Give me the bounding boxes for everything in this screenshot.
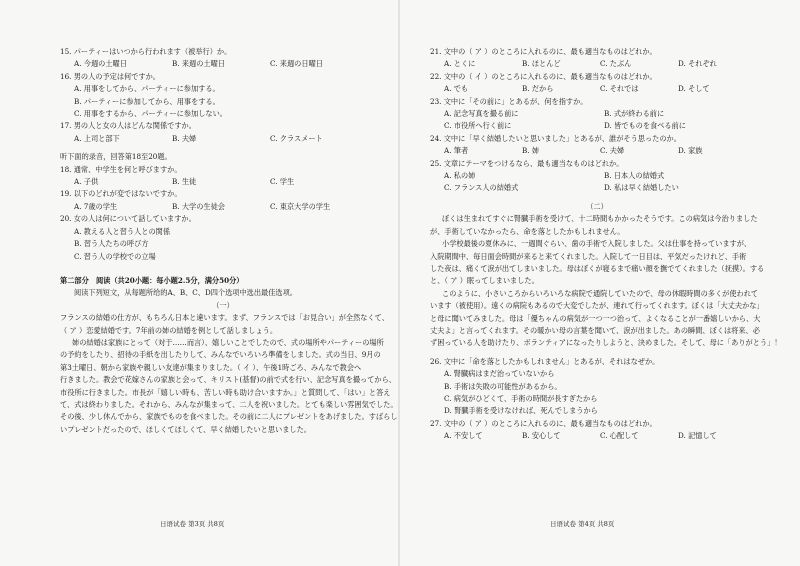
question-19: 19. 以下のどれが変ではないですか。 <box>60 189 182 199</box>
option: A. 子供 <box>74 177 99 187</box>
question-26-option-a: A. 腎臓病はまだ治っていないから <box>444 369 555 379</box>
question-22: 22. 文中の（ イ ）のところに入れるのに、最も適当なものはどれか。 <box>430 71 657 81</box>
option: C. 心配して <box>600 431 639 441</box>
question-15: 15. パーティーはいつから行われます（被举行）か。 <box>60 47 232 56</box>
question-26-option-c: C. 病気がひどくて、手術の時間が長すぎたから <box>444 393 598 403</box>
page-footer-left: 日语试卷 第3页 共8页 <box>160 519 225 528</box>
question-23-options-ab <box>430 108 764 120</box>
passage-line: が、手術していなかったら、命を落としたかもしれません。 <box>430 226 625 236</box>
option: B. 来週の土曜日 <box>172 59 225 69</box>
question-20: 20. 女の人は何について話していますか。 <box>60 214 196 224</box>
question-23: 23. 文中に「その前に」とあるが、何を指すか。 <box>430 96 588 106</box>
option: C. 来週の日曜日 <box>270 59 323 69</box>
passage-line: 丈夫よ」と言ってくれます。その暖かい母の言葉を聞いて、涙が出ました。あの瞬間、ぼくは将来、必 <box>430 325 760 335</box>
option: C. 東京大学の学生 <box>270 201 331 211</box>
passage-line: （ ア ）恋愛結婚です。7年前の姉の結婚を例として話しましょう。 <box>60 325 278 335</box>
passage-line: 入院期間中、毎日面会時間が来ると来てくれました。入院して一日目は、平気だったけれど、手術 <box>430 251 747 261</box>
passage-line: このように、小さいころからいろいろな病院で通院していたので、母の休暇時間の多くが使われて <box>442 288 759 298</box>
passage-line: の予約をしたり、招待の手紙を出したりして、みんなでいろいろ準備をしました。式の当日、9月の <box>60 350 381 360</box>
option: B. 姉 <box>522 146 540 156</box>
option: A. 私の姉 <box>444 171 476 181</box>
option: B. 大学の生徒会 <box>172 201 225 211</box>
question-25-options-cd <box>430 182 764 194</box>
part2-instructions: 阅读下列短文，从每题所给的A、B、C、D四个选项中选出最佳选项。 <box>74 288 297 298</box>
option: D. 私は早く結婚したい <box>604 183 679 193</box>
passage-line: 姉の結婚は家族にとって（対于……而言）、嬉しいことでしたので、式の場所やパーティーの場所 <box>72 337 384 347</box>
option: D. そして <box>678 84 710 94</box>
passage-line: て、式は終わりました。それから、みんなが集まって、二人を祝いました。とても楽しい雰囲気でした。 <box>60 399 398 409</box>
option: C. たぶん <box>600 59 632 69</box>
question-18: 18. 通常、中学生を何と呼びますか。 <box>60 164 182 174</box>
question-24-options <box>430 145 764 157</box>
question-19-options <box>60 201 386 213</box>
option: C. それでは <box>600 84 639 94</box>
question-17: 17. 男の人と女の人はどんな関係ですか。 <box>60 121 196 131</box>
passage-2-label: （二） <box>586 201 608 211</box>
passage-line: フランスの結婚の仕方が、もちろん日本と違います。まず、フランスでは「お見合い」が全然なくて、 <box>60 313 389 323</box>
option: C. 市役所へ行く前に <box>444 121 512 131</box>
option: A. でも <box>444 84 469 94</box>
passage-line: います（被使用）。遠くの病院もあるので大変でしたが、連れて行ってくれます。ぼくは「大丈夫かな」 <box>430 301 764 311</box>
option: D. 皆でものを食べる前に <box>604 121 686 131</box>
question-20-option-a: A. 教える人と習う人との関係 <box>74 226 171 236</box>
question-26: 26. 文中に「命を落としたかもしれません」とあるが、それはなぜか。 <box>430 356 660 366</box>
question-27-options <box>430 430 764 442</box>
option: D. 家族 <box>678 146 703 156</box>
option: B. だから <box>522 84 554 94</box>
option: C. 夫婦 <box>600 146 625 156</box>
question-16-option-a: A. 用事をしてから、パーティーに参加する。 <box>74 84 220 94</box>
question-15-options <box>60 58 386 70</box>
question-23-options-cd <box>430 120 764 132</box>
option: B. 生徒 <box>172 177 197 187</box>
question-16-option-c: C. 用事をするから、パーティーに参加しない。 <box>74 109 227 119</box>
question-26-option-b: B. 手術は失敗の可能性があるから。 <box>444 381 562 391</box>
passage-line: ぼくは生まれてすぐに腎臓手術を受けて、十二時間もかかったそうです。この病気は今治りました <box>442 214 758 224</box>
passage-line: 小学校最後の夏休みに、一週間ぐらい、歯の手術で入院しました。父は仕事を持っていますが、 <box>442 239 752 249</box>
option: A. 今週の土曜日 <box>74 59 127 69</box>
question-27: 27. 文中の（ ア ）のところに入れるのに、最も適当なものはどれか。 <box>430 418 657 428</box>
question-25: 25. 文章にテーマをつけるなら、最も適当なものはどれか。 <box>430 158 624 168</box>
page-footer-right: 日语试卷 第4页 共8页 <box>550 519 615 528</box>
question-21: 21. 文中の（ ア ）のところに入れるのに、最も適当なものはどれか。 <box>430 47 657 56</box>
option: A. とくに <box>444 59 476 69</box>
part2-title: 第二部分 阅读（共20小题：每小题2.5分，满分50分） <box>60 275 244 285</box>
question-20-option-b: B. 習う人たちの呼び方 <box>74 239 149 249</box>
question-21-options <box>430 58 764 70</box>
option: B. 夫婦 <box>172 133 197 143</box>
question-18-options <box>60 176 386 188</box>
question-24: 24. 文中に「早く結婚したいと思いました」とあるが、誰がそう思ったのか。 <box>430 133 681 143</box>
option: A. 7歳の学生 <box>74 201 118 211</box>
question-20-option-c: C. 習う人の学校での立場 <box>74 251 156 261</box>
listening-intro: 听下面的录音，回答第18至20题。 <box>60 152 172 162</box>
passage-line: 市役所に行きました。市長が「嬉しい時も、苦しい時も助け合いますか。」と質問して、「はい」と答え <box>60 387 391 397</box>
question-16-option-b: B. パーティーに参加してから、用事をする。 <box>74 96 220 106</box>
option: C. クラスメート <box>270 133 323 143</box>
option: C. 学生 <box>270 177 295 187</box>
passage-line: いプレゼントだったので、ほしくてほしくて、早く結婚したいと思いました。 <box>60 424 311 434</box>
option: D. それぞれ <box>678 59 717 69</box>
option: B. 安心して <box>522 431 561 441</box>
passage-line: 行きました。教会で花嫁さんの家族と会って、キリスト(基督)の前で式を行い、記念写真を撮ってから、 <box>60 375 396 385</box>
option: D. 記憶して <box>678 431 717 441</box>
option: B. 式が終わる前に <box>604 109 665 119</box>
passage-2 <box>430 213 782 349</box>
question-16: 16. 男の人の予定は何ですか。 <box>60 71 160 81</box>
option: A. 記念写真を撮る前に <box>444 109 519 119</box>
option: A. 筆者 <box>444 146 469 156</box>
option: A. 上司と部下 <box>74 133 120 143</box>
option: A. 不安して <box>444 431 483 441</box>
question-26-option-d: D. 腎臓手術を受けなければ、死んでしまうから <box>444 406 598 416</box>
passage-line: ず困っている人を助けたり、ボランティアになったりしようと、決めました。そして、母に「ありがとう」！ <box>430 338 782 348</box>
question-22-options <box>430 83 764 95</box>
passage-line: その後、少し休んでから、家族でものを食べました。その前に二人にプレゼントをあげました。すばらし <box>60 412 398 422</box>
passage-1-label: （一） <box>212 300 234 310</box>
passage-line: と、（ ア ）眠ってしまいました。 <box>430 276 539 286</box>
right-page <box>400 0 800 566</box>
passage-line: した夜は、痛くて涙が出てしまいました。母はぼくが寝るまで痛い顔を撫でてくれました（抚摸）。する <box>430 263 765 273</box>
option: B. ほとんど <box>522 59 561 69</box>
passage-1 <box>60 312 398 436</box>
passage-line: 第3土曜日、朝から家族や親しい友達が集まりました。（ イ ）、午後1時ごろ、みんなで教会へ <box>60 362 362 372</box>
question-17-options <box>60 133 386 145</box>
option: C. フランス人の結婚式 <box>444 183 519 193</box>
question-25-options-ab <box>430 170 764 182</box>
passage-line: と母に聞いてみました。母は「優ちゃんの病気が一つ一つ治って、よくなることが一番嬉しいから、大 <box>430 313 761 323</box>
option: B. 日本人の結婚式 <box>604 171 665 181</box>
